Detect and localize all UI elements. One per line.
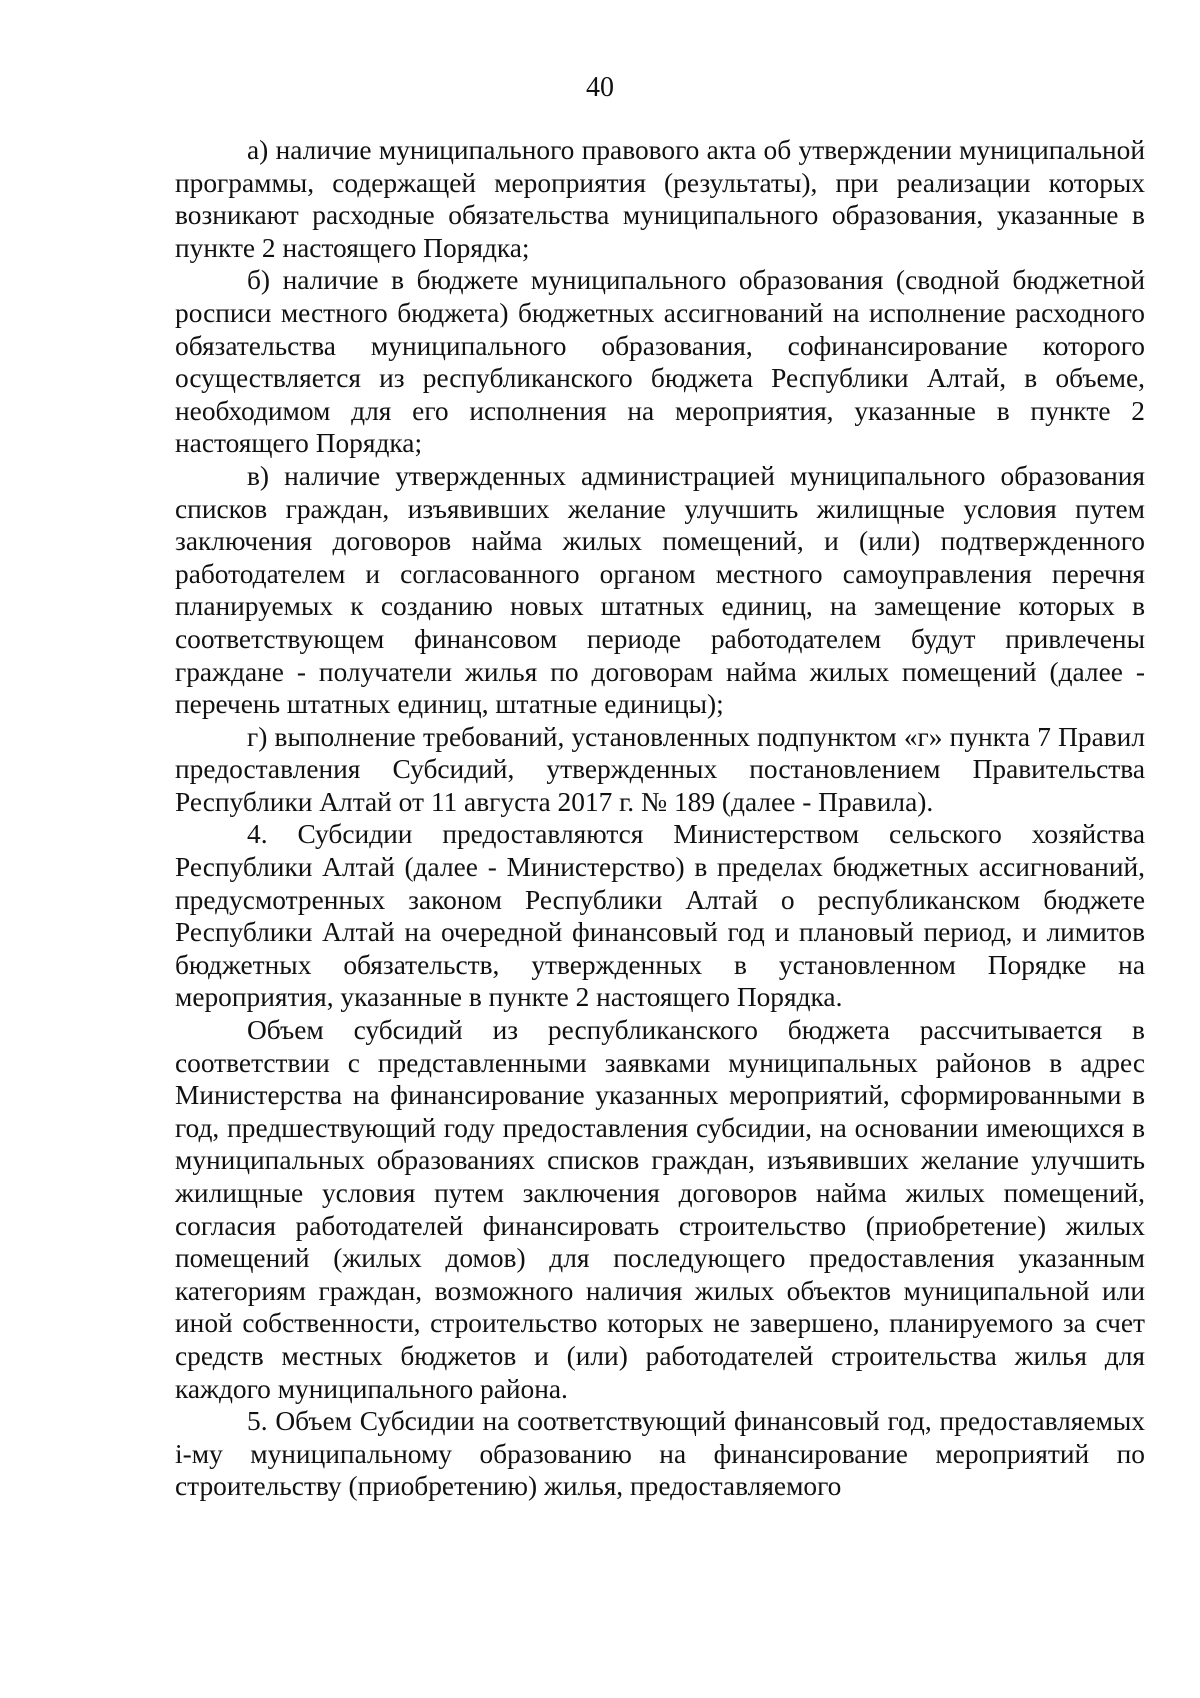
paragraph-subitem-b: б) наличие в бюджете муниципального образования (сводной бюджетной росписи местного бюджета) бюджетных ассигнований на исполнение расходного обязательства муниципального образования, софинансирование которого осуществляется из республиканского бюджета Республики Алтай, в объеме, необходимом для его исполнения на мероприятия, указанные в пункте 2 настоящего Порядка;: [175, 265, 1145, 459]
paragraph-subsidy-volume: Объем субсидий из республиканского бюджета рассчитывается в соответствии с представленными заявками муниципальных районов в адрес Министерства на финансирование указанных мероприятий, сформированными в год, предшествующий году предоставления субсидии, на основании имеющихся в муниципальных образованиях списков граждан, изъявивших желание улучшить жилищные условия путем заключения договоров найма жилых помещений, согласия работодателей финансировать строительство (приобретение) жилых помещений (жилых домов) для последующего предоставления указанным категориям граждан, возможного наличия жилых объектов муниципальной или иной собственности, строительство которых не завершено, планируемого за счет средств местных бюджетов и (или) работодателей строительства жилья для каждого муниципального района.: [175, 1015, 1145, 1404]
document-body: [175, 134, 1145, 1503]
page-number: 40: [586, 72, 614, 103]
paragraph-subitem-a: а) наличие муниципального правового акта об утверждении муниципальной программы, содержащей мероприятия (результаты), при реализации которых возникают расходные обязательства муниципального образования, указанные в пункте 2 настоящего Порядка;: [175, 135, 1145, 263]
paragraph-item-4: 4. Субсидии предоставляются Министерством сельского хозяйства Республики Алтай (далее - Министерство) в пределах бюджетных ассигнований, предусмотренных законом Республики Алтай о республиканском бюджете Республики Алтай на очередной финансовый год и плановый период, и лимитов бюджетных обязательств, утвержденных в установленном Порядке на мероприятия, указанные в пункте 2 настоящего Порядка.: [175, 819, 1145, 1013]
paragraph-item-5: 5. Объем Субсидии на соответствующий финансовый год, предоставляемых i-му муниципальному образованию на финансирование мероприятий по строительству (приобретению) жилья, предоставляемого: [175, 1406, 1145, 1502]
paragraph-subitem-v: в) наличие утвержденных администрацией муниципального образования списков граждан, изъявивших желание улучшить жилищные условия путем заключения договоров найма жилых помещений, и (или) подтвержденного работодателем и согласованного органом местного самоуправления перечня планируемых к созданию новых штатных единиц, на замещение которых в соответствующем финансовом периоде работодателем будут привлечены граждане - получатели жилья по договорам найма жилых помещений (далее - перечень штатных единиц, штатные единицы);: [175, 460, 1145, 720]
paragraph-subitem-g: г) выполнение требований, установленных подпунктом «г» пункта 7 Правил предоставления Субсидий, утвержденных постановлением Правительства Республики Алтай от 11 августа 2017 г. № 189 (далее - Правила).: [175, 721, 1145, 817]
